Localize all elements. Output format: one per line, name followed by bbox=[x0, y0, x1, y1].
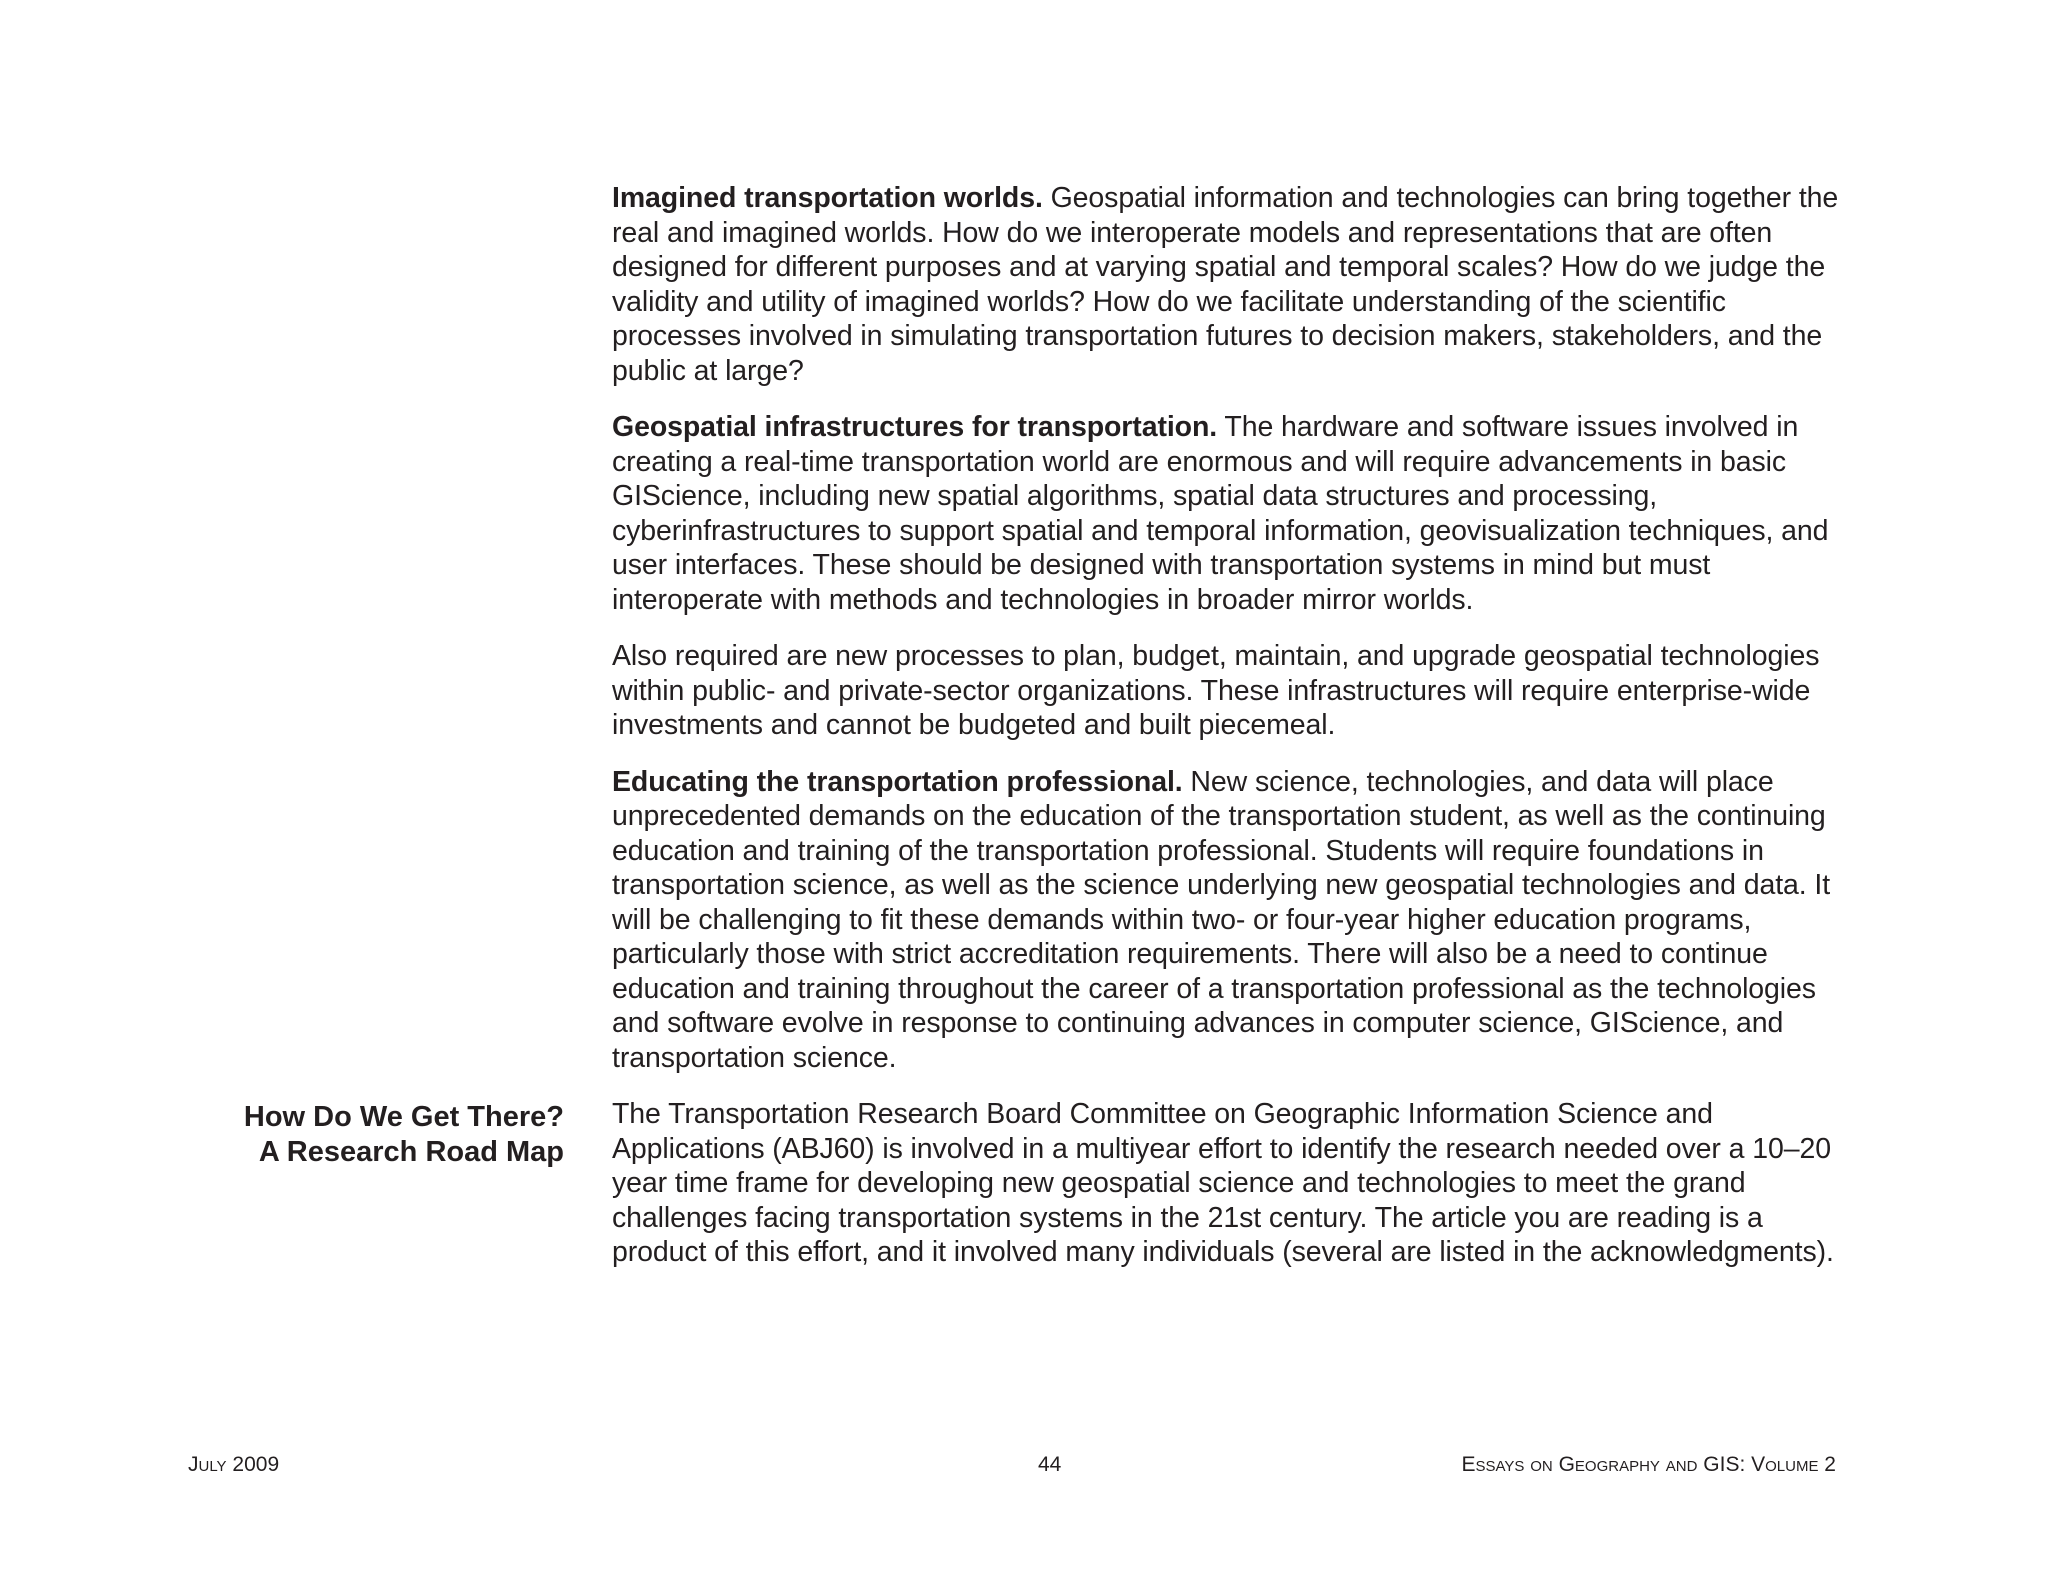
paragraph-also-required bbox=[612, 639, 1840, 743]
side-heading-line-2: A Research Road Map bbox=[258, 1136, 564, 1168]
paragraph-lead: Educating the transportation professional. bbox=[612, 765, 1183, 798]
section-side-heading bbox=[164, 1100, 564, 1170]
paragraph-body: Geospatial information and technologies can bring together the real and imagined worlds. How do we interoperate models and representations that are often designed for different purposes and at varying spatial and temporal scales? How do we judge the validity and utility of imagined worlds? How do we facilitate understanding of the scientific processes involved in simulating transportation futures to decision makers, stakeholders, and the public at large? bbox=[612, 182, 1839, 387]
footer-date: July 2009 bbox=[188, 1453, 280, 1476]
paragraph-educating-professional bbox=[612, 765, 1840, 1076]
paragraph-lead: Geospatial infrastructures for transportation. bbox=[612, 411, 1218, 443]
main-text-column bbox=[612, 181, 1840, 1292]
footer-page-number: 44 bbox=[1038, 1453, 1062, 1476]
paragraph-lead: Imagined transportation worlds. bbox=[612, 182, 1043, 214]
paragraph-body: Also required are new processes to plan, budget, maintain, and upgrade geospatial technologies within public- and private-sector organizations. These infrastructures will require enterprise-wide investments and cannot be budgeted and built piecemeal. bbox=[612, 640, 1820, 741]
side-heading-line-1: How Do We Get There? bbox=[243, 1101, 564, 1133]
paragraph-body: The Transportation Research Board Committee on Geographic Information Science and Applications (ABJ60) is involved in a multiyear effort to identify the research needed over a 10–20 year time frame for developing new geospatial science and technologies to meet the grand challenges facing transportation systems in the 21st century. The article you are reading is a product of this effort, and it involved many individuals (several are listed in the acknowledgments). bbox=[612, 1098, 1834, 1268]
paragraph-research-road-map bbox=[612, 1097, 1840, 1270]
paragraph-imagined-transportation-worlds bbox=[612, 181, 1840, 388]
paragraph-body: New science, technologies, and data will place unprecedented demands on the education of the transportation student, as well as the continuing education and training of the transportation professional. Students will require foundations in transportation science, as well as the science underlying new geospatial technologies and data. It will be challenging to fit these demands within two- or four-year higher education programs, particularly those with strict accreditation requirements. There will also be a need to continue education and training throughout the career of a transportation professional as the technologies and software evolve in response to continuing advances in computer science, GIScience, and transportation science. bbox=[612, 765, 1831, 1074]
paragraph-body: The hardware and software issues involved in creating a real-time transportation world are enormous and will require advancements in basic GIScience, including new spatial algorithms, spatial data structures and processing, cyberinfrastructures to support spatial and temporal information, geovisualization techniques, and user interfaces. These should be designed with transportation systems in mind but must interoperate with methods and technologies in broader mirror worlds. bbox=[612, 411, 1829, 616]
footer-publication-title: Essays on Geography and GIS: Volume 2 bbox=[1461, 1453, 1836, 1476]
paragraph-geospatial-infrastructures bbox=[612, 410, 1840, 617]
